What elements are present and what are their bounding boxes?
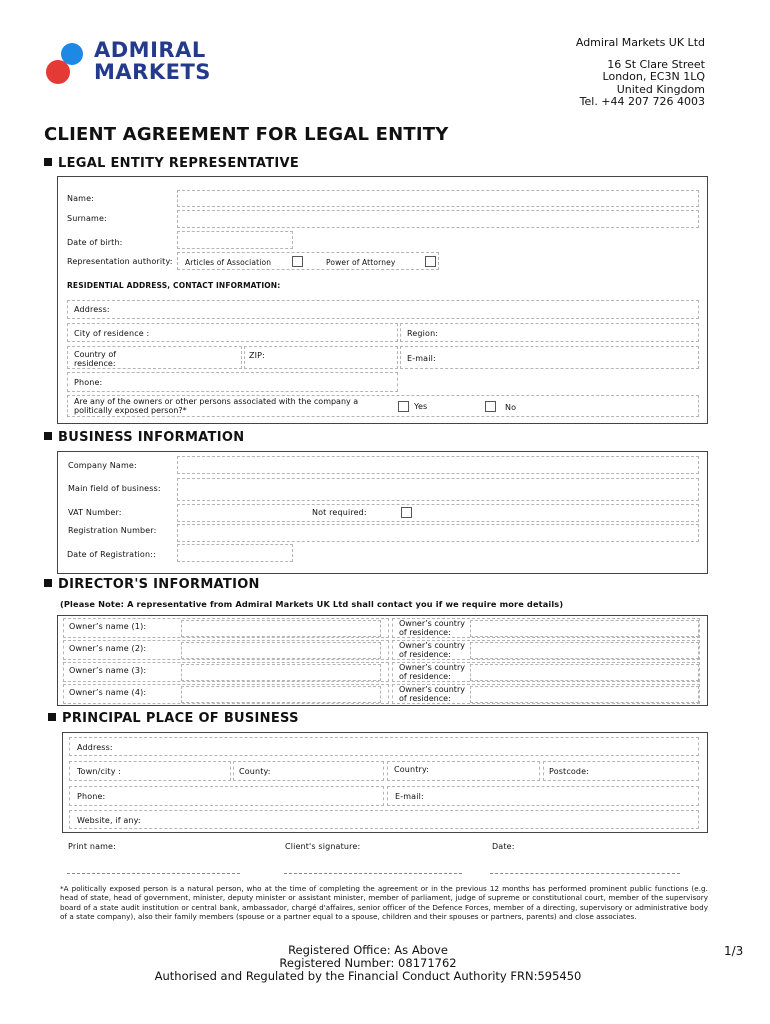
articles-checkbox[interactable] — [292, 256, 303, 267]
bullet-square-icon — [48, 713, 56, 721]
country-label: Country of residence: — [74, 350, 117, 368]
client-signature-line[interactable] — [284, 873, 462, 874]
principal-address-label: Address: — [77, 743, 113, 752]
principal-phone-label: Phone: — [77, 792, 106, 801]
date-label: Date: — [492, 842, 515, 851]
owner-country-label: Owner’s country of residence: — [399, 663, 465, 681]
email-label: E-mail: — [407, 354, 436, 363]
owner-name-field[interactable] — [181, 642, 381, 659]
vat-label: VAT Number: — [68, 508, 122, 517]
main-field-label: Main field of business: — [68, 484, 161, 493]
owner-name-field[interactable] — [181, 664, 381, 681]
logo-text-line2: MARKETS — [94, 60, 211, 84]
vat-not-required-checkbox[interactable] — [401, 507, 412, 518]
client-signature-label: Client's signature: — [285, 842, 361, 851]
bullet-square-icon — [44, 432, 52, 440]
owner-country-label: Owner’s country of residence: — [399, 641, 465, 659]
poa-checkbox[interactable] — [425, 256, 436, 267]
postcode-label: Postcode: — [549, 767, 590, 776]
dob-label: Date of birth: — [67, 238, 123, 247]
phone-label: Phone: — [74, 378, 103, 387]
owner-country-field[interactable] — [470, 686, 699, 703]
footer-reg-number: Registered Number: 08171762 — [279, 955, 457, 970]
section-heading-directors: DIRECTOR'S INFORMATION — [44, 577, 260, 592]
address-label: Address: — [74, 305, 110, 314]
county-label: County: — [239, 767, 271, 776]
directors-note: (Please Note: A representative from Admiral Markets UK Ltd shall contact you if we require more details) — [60, 599, 564, 609]
logo-red-dot — [46, 60, 70, 84]
principal-email-field[interactable] — [387, 786, 699, 806]
town-label: Town/city : — [77, 767, 122, 776]
owner-country-field[interactable] — [470, 620, 699, 637]
email-field[interactable] — [400, 346, 699, 369]
phone-field[interactable] — [67, 372, 398, 392]
dob-field[interactable] — [177, 231, 293, 249]
city-label: City of residence : — [74, 329, 150, 338]
company-address — [576, 37, 705, 109]
page-title: CLIENT AGREEMENT FOR LEGAL ENTITY — [44, 124, 449, 145]
region-field[interactable] — [400, 323, 699, 342]
owner-name-field[interactable] — [181, 686, 381, 703]
region-label: Region: — [407, 329, 439, 338]
surname-label: Surname: — [67, 214, 107, 223]
print-name-line[interactable] — [67, 873, 240, 874]
reg-number-field[interactable] — [177, 524, 699, 542]
name-field[interactable] — [177, 190, 699, 207]
section-heading-representative: LEGAL ENTITY REPRESENTATIVE — [44, 156, 299, 171]
reg-date-label: Date of Registration:: — [67, 550, 156, 559]
principal-email-label: E-mail: — [395, 792, 424, 801]
logo-text-line1: ADMIRAL — [94, 38, 206, 62]
owner-name-label: Owner’s name (3): — [69, 666, 147, 675]
pep-question: Are any of the owners or other persons associated with the company a politically exposed person?* — [74, 397, 359, 415]
owner-country-field[interactable] — [470, 642, 699, 659]
poa-label: Power of Attorney — [326, 258, 396, 267]
principal-address-field[interactable] — [69, 737, 699, 756]
articles-label: Articles of Association — [185, 258, 272, 267]
owner-name-label: Owner’s name (2): — [69, 644, 147, 653]
surname-field[interactable] — [177, 210, 699, 228]
date-line[interactable] — [490, 873, 680, 874]
principal-country-label: Country: — [394, 765, 430, 774]
name-label: Name: — [67, 194, 95, 203]
pep-yes-checkbox[interactable] — [398, 401, 409, 412]
pep-footnote: *A politically exposed person is a natural person, who at the time of completing the agreement or in the previous 12 months has performed prominent public functions (e.g. head of state, head of government, minister, deputy minister or assistant minister, member of parliament, judge of supreme or constitutional court, member of the supervisory board of a state audit institution or central bank, ambassador, chargé d'affaires, senior officer of the Defence Forces, member of a directing, supervisory or administrative body of a state company), also their family members (spouse or a partner equal to a spouse, children and their spouses or partners, parents) and close associates. — [60, 884, 708, 921]
page-number: 1/3 — [724, 944, 744, 958]
main-field-field[interactable] — [177, 478, 699, 501]
bullet-square-icon — [44, 579, 52, 587]
rep-authority-label: Representation authority: — [67, 257, 173, 266]
company-street: 16 St Clare Street — [607, 57, 705, 71]
footer-office: Registered Office: As Above — [288, 943, 448, 957]
owner-country-label: Owner’s country of residence: — [399, 619, 465, 637]
company-city: London, EC3N 1LQ — [602, 70, 705, 84]
address-field[interactable] — [67, 300, 699, 319]
owner-country-label: Owner’s country of residence: — [399, 685, 465, 703]
reg-date-field[interactable] — [177, 544, 293, 562]
residential-heading: RESIDENTIAL ADDRESS, CONTACT INFORMATION: — [67, 281, 281, 290]
owner-name-label: Owner’s name (1): — [69, 622, 147, 631]
zip-field[interactable] — [244, 346, 398, 369]
pep-no-label: No — [505, 403, 517, 412]
footer — [100, 944, 636, 982]
principal-phone-field[interactable] — [69, 786, 384, 806]
section-heading-business: BUSINESS INFORMATION — [44, 430, 244, 445]
print-name-label: Print name: — [68, 842, 116, 851]
pep-no-checkbox[interactable] — [485, 401, 496, 412]
footer-authorised: Authorised and Regulated by the Financial Conduct Authority FRN:595450 — [154, 968, 582, 983]
owner-name-field[interactable] — [181, 620, 381, 637]
pep-yes-label: Yes — [414, 402, 428, 411]
not-required-label: Not required: — [312, 508, 367, 517]
company-name-field[interactable] — [177, 456, 699, 474]
reg-number-label: Registration Number: — [68, 526, 157, 535]
website-field[interactable] — [69, 810, 699, 829]
vat-field[interactable] — [177, 504, 699, 522]
zip-label: ZIP: — [249, 351, 265, 360]
company-phone: Tel. +44 207 726 4003 — [579, 95, 705, 109]
company-country: United Kingdom — [616, 82, 705, 96]
owner-country-field[interactable] — [470, 664, 699, 681]
website-label: Website, if any: — [77, 816, 141, 825]
bullet-square-icon — [44, 158, 52, 166]
owner-name-label: Owner’s name (4): — [69, 688, 147, 697]
company-name-label: Company Name: — [68, 461, 137, 470]
company-name: Admiral Markets UK Ltd — [575, 36, 705, 49]
section-heading-principal: PRINCIPAL PLACE OF BUSINESS — [48, 711, 299, 726]
company-logo — [44, 40, 214, 84]
